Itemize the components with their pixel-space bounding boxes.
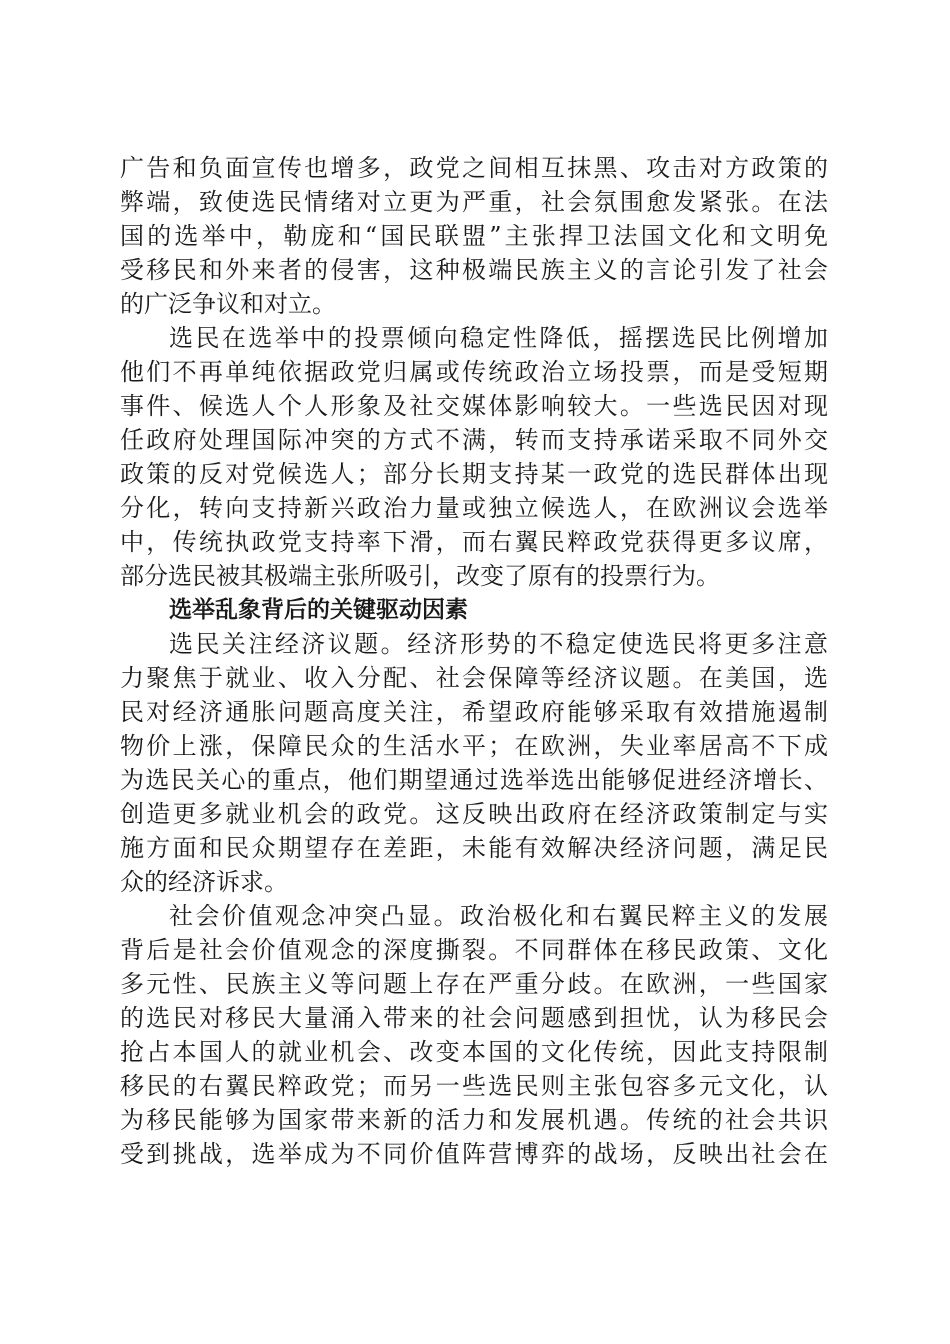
text-line: 任政府处理国际冲突的方式不满，转而支持承诺采取不同外交 (120, 426, 828, 454)
text-line: 多元性、民族主义等问题上存在严重分歧。在欧洲，一些国家 (120, 970, 828, 998)
text-line: 为移民能够为国家带来新的活力和发展机遇。传统的社会共识 (120, 1106, 828, 1134)
text-line: 广告和负面宣传也增多，政党之间相互抹黑、攻击对方政策的 (120, 154, 828, 182)
text-line: 抢占本国人的就业机会、改变本国的文化传统，因此支持限制 (120, 1038, 828, 1066)
text-line: 背后是社会价值观念的深度撕裂。不同群体在移民政策、文化 (120, 936, 828, 964)
paragraph-3 (120, 627, 828, 899)
text-line: 部分选民被其极端主张所吸引，改变了原有的投票行为。 (120, 562, 720, 590)
text-line: 施方面和民众期望存在差距，未能有效解决经济问题，满足民 (120, 834, 828, 862)
paragraph-1 (120, 151, 828, 321)
paragraph-4 (120, 899, 828, 1171)
text-line: 的选民对移民大量涌入带来的社会问题感到担忧，认为移民会 (120, 1004, 828, 1032)
text-line: 弊端，致使选民情绪对立更为严重，社会氛围愈发紧张。在法 (120, 188, 828, 216)
text-line: 物价上涨，保障民众的生活水平；在欧洲，失业率居高不下成 (120, 732, 828, 760)
text-line: 选民在选举中的投票倾向稳定性降低，摇摆选民比例增加 (169, 324, 828, 352)
text-line: 民对经济通胀问题高度关注，希望政府能够采取有效措施遏制 (120, 698, 828, 726)
text-line: 为选民关心的重点，他们期望通过选举选出能够促进经济增长、 (120, 766, 828, 794)
paragraph-2 (120, 321, 828, 593)
document-body (120, 151, 828, 1171)
text-line: 政策的反对党候选人；部分长期支持某一政党的选民群体出现 (120, 460, 828, 488)
text-line: 他们不再单纯依据政党归属或传统政治立场投票，而是受短期 (120, 358, 828, 386)
text-line: 众的经济诉求。 (120, 868, 288, 896)
text-line: 社会价值观念冲突凸显。政治极化和右翼民粹主义的发展 (169, 902, 828, 930)
text-line: 国的选举中，勒庞和“国民联盟”主张捍卫法国文化和文明免 (120, 222, 828, 250)
section-heading: 选举乱象背后的关键驱动因素 (169, 597, 468, 623)
text-line: 创造更多就业机会的政党。这反映出政府在经济政策制定与实 (120, 800, 828, 828)
text-line: 的广泛争议和对立。 (120, 290, 336, 318)
text-line: 移民的右翼民粹政党；而另一些选民则主张包容多元文化，认 (120, 1072, 828, 1100)
text-line: 分化，转向支持新兴政治力量或独立候选人，在欧洲议会选举 (120, 494, 828, 522)
text-line: 受到挑战，选举成为不同价值阵营博弈的战场，反映出社会在 (120, 1140, 828, 1168)
text-line: 中，传统执政党支持率下滑，而右翼民粹政党获得更多议席， (120, 528, 828, 556)
text-line: 力聚焦于就业、收入分配、社会保障等经济议题。在美国，选 (120, 664, 828, 692)
text-line: 选民关注经济议题。经济形势的不稳定使选民将更多注意 (169, 630, 828, 658)
text-line: 受移民和外来者的侵害，这种极端民族主义的言论引发了社会 (120, 256, 828, 284)
text-line: 事件、候选人个人形象及社交媒体影响较大。一些选民因对现 (120, 392, 828, 420)
